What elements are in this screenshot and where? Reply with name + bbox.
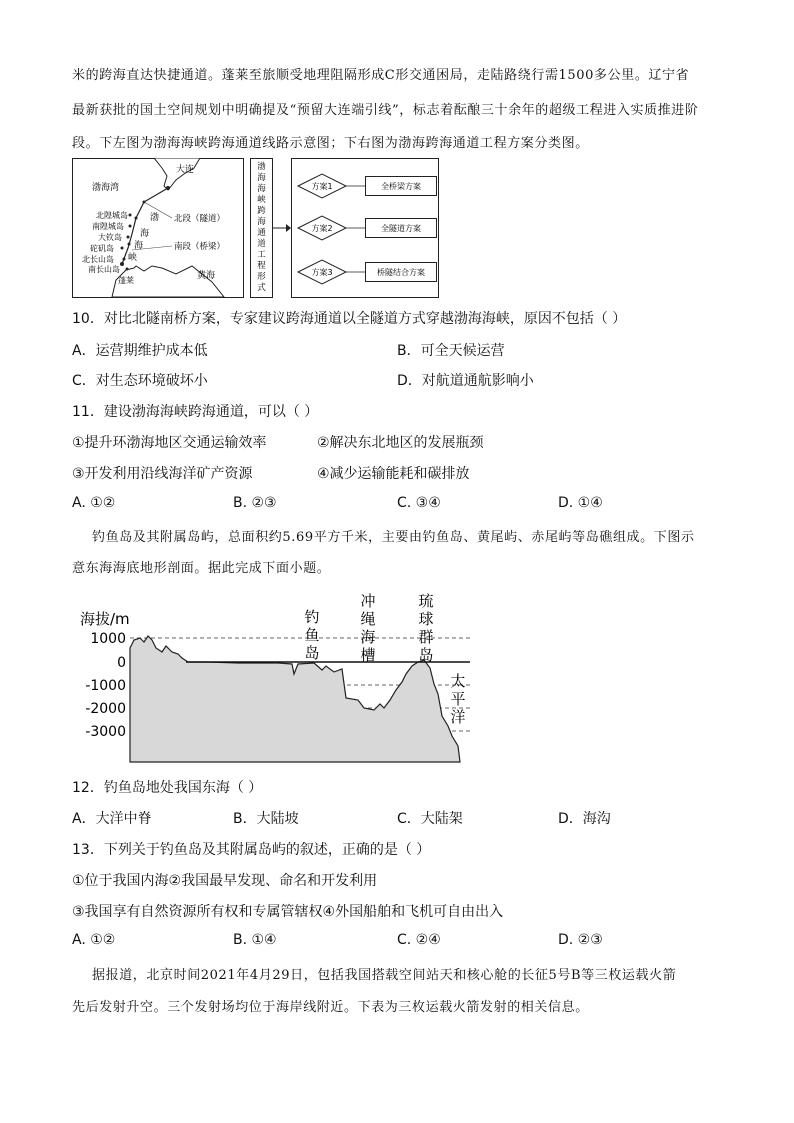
q13-option-c[interactable]: C. ②④: [397, 932, 441, 948]
svg-text:冲: 冲: [360, 592, 376, 610]
label-ryukyu-islands: [418, 592, 433, 664]
q10-stem: 10．对比北隧南桥方案，专家建议跨海通道以全隧道方式穿越渤海海峡，原因不包括（ ）: [72, 311, 627, 327]
svg-text:岛: 岛: [418, 646, 434, 664]
svg-text:太: 太: [450, 672, 466, 690]
intro-line-1: 米的跨海直达快捷通道。蓬莱至旅顺受地理阻隔形成C形交通困局，走陆路绕行需1500多公里。辽宁省: [72, 68, 690, 83]
q13-statements-1-2: ①位于我国内海②我国最早发现、命名和开发利用: [72, 873, 378, 889]
passage3-line-2: 先后发射升空。三个发射场均位于海岸线附近。下表为三枚运载火箭发射的相关信息。: [72, 1000, 589, 1015]
q11-statement-2: ②解决东北地区的发展瓶颈: [317, 435, 484, 451]
svg-text:程: 程: [257, 261, 266, 271]
q13-statements-3-4: ③我国享有自然资源所有权和专属管辖权④外国船舶和飞机可自由出入: [72, 904, 504, 920]
strait-char-1: 渤: [150, 213, 160, 223]
island-label-3: 大钦岛: [98, 233, 122, 242]
island-label-2: 南隍城岛: [92, 222, 124, 231]
passage3-line-1: 据报道，北京时间2021年4月29日，包括我国搭载空间站天和核心舱的长征5号B等三枚运载火箭: [92, 968, 677, 983]
plan-1-label: 方案1: [311, 182, 333, 191]
svg-text:通: 通: [257, 228, 266, 238]
q12-option-b[interactable]: B．大陆坡: [233, 811, 299, 827]
strait-char-4: 峡: [128, 253, 138, 263]
svg-text:平: 平: [450, 690, 466, 708]
q10-option-d[interactable]: D．对航道通航影响小: [397, 373, 534, 389]
svg-text:绳: 绳: [360, 610, 376, 628]
strait-char-3: 海: [134, 241, 144, 251]
svg-text:洋: 洋: [450, 708, 466, 726]
svg-text:球: 球: [418, 610, 434, 628]
q12-option-a[interactable]: A．大洋中脊: [72, 811, 152, 827]
profile-ylabel: 海拔/m: [80, 610, 130, 628]
q12-stem: 12．钓鱼岛地处我国东海（ ）: [72, 780, 263, 796]
svg-text:琉: 琉: [418, 592, 434, 610]
q12-option-d[interactable]: D．海沟: [558, 811, 611, 827]
svg-text:钓: 钓: [304, 608, 320, 626]
svg-text:鱼: 鱼: [304, 626, 320, 644]
map-label-penglai: 蓬莱: [118, 276, 134, 285]
strait-route-map: [72, 158, 244, 298]
ytick-minus-1000: -1000: [85, 678, 126, 694]
island-label-5: 北长山岛: [82, 255, 114, 264]
q11-statement-4: ④减少运输能耗和碳排放: [317, 466, 470, 482]
q13-option-a[interactable]: A. ①②: [72, 932, 116, 948]
scheme-classification-diagram: [248, 158, 440, 298]
plan-1-desc: 全桥梁方案: [381, 182, 421, 191]
svg-text:式: 式: [257, 283, 266, 293]
island-label-1: 北隍城岛: [96, 211, 128, 220]
seabed-profile-chart: [78, 586, 478, 766]
q11-option-a[interactable]: A. ①②: [72, 495, 116, 511]
q12-option-c[interactable]: C．大陆架: [397, 811, 463, 827]
terrain-profile: [130, 636, 460, 762]
q11-option-b[interactable]: B. ②③: [233, 495, 277, 511]
svg-text:岛: 岛: [304, 644, 320, 662]
map-label-south-section: 南段（桥梁）: [174, 242, 226, 252]
q13-option-b[interactable]: B. ①④: [233, 932, 277, 948]
plan-2-desc: 全隧道方案: [381, 224, 421, 233]
label-okinawa-trough: [360, 592, 375, 664]
svg-text:峡: 峡: [257, 195, 266, 205]
strait-char-2: 海: [140, 229, 150, 239]
q11-option-c[interactable]: C. ③④: [397, 495, 441, 511]
passage2-line-1: 钓鱼岛及其附属岛屿，总面积约5.69平方千米，主要由钓鱼岛、黄尾屿、赤尾屿等岛礁组成。下图示: [92, 530, 695, 545]
svg-text:槽: 槽: [360, 646, 376, 664]
svg-text:形: 形: [257, 272, 266, 282]
label-diaoyu: [304, 608, 319, 662]
svg-text:道: 道: [257, 239, 266, 249]
q11-stem: 11．建设渤海海峡跨海通道，可以（ ）: [72, 404, 319, 420]
svg-text:海: 海: [257, 217, 266, 227]
q11-option-d[interactable]: D. ①④: [558, 495, 603, 511]
q10-option-b[interactable]: B．可全天候运营: [397, 343, 505, 359]
label-pacific: [450, 672, 465, 726]
map-label-north-section: 北段（隧道）: [174, 214, 226, 224]
map-label-bohaiwan: 渤海湾: [92, 183, 120, 193]
q13-option-d[interactable]: D. ②③: [558, 932, 603, 948]
svg-text:跨: 跨: [257, 206, 266, 216]
svg-text:工: 工: [257, 250, 266, 260]
svg-text:海: 海: [360, 628, 376, 646]
passage2-line-2: 意东海海底地形剖面。据此完成下面小题。: [72, 561, 331, 576]
map-label-huanghai: 黄海: [197, 271, 216, 281]
q10-option-a[interactable]: A．运营期维护成本低: [72, 343, 208, 359]
plan-2-label: 方案2: [311, 224, 333, 233]
q11-statement-1: ①提升环渤海地区交通运输效率: [72, 435, 267, 451]
ytick-1000: 1000: [90, 631, 126, 647]
island-label-4: 砣矶岛: [90, 244, 114, 253]
ytick-0: 0: [117, 655, 126, 671]
svg-text:渤: 渤: [257, 162, 266, 172]
island-label-6: 南长山岛: [88, 265, 120, 274]
intro-line-3: 段。下左图为渤海海峡跨海通道线路示意图；下右图为渤海跨海通道工程方案分类图。: [72, 136, 589, 151]
q10-option-c[interactable]: C．对生态环境破坏小: [72, 373, 208, 389]
svg-text:群: 群: [418, 628, 434, 646]
q11-statement-3: ③开发利用沿线海洋矿产资源: [72, 466, 253, 482]
map-label-dalian: 大连: [176, 165, 195, 175]
intro-line-2: 最新获批的国土空间规划中明确提及“预留大连端引线”，标志着酝酿三十余年的超级工程进入实质推进阶: [72, 103, 699, 118]
plan-3-desc: 桥隧结合方案: [377, 268, 425, 277]
ytick-minus-3000: -3000: [85, 724, 126, 740]
ytick-minus-2000: -2000: [85, 701, 126, 717]
svg-text:海: 海: [257, 173, 266, 183]
plan-3-label: 方案3: [311, 268, 333, 277]
svg-text:海: 海: [257, 184, 266, 194]
q13-stem: 13．下列关于钓鱼岛及其附属岛屿的叙述，正确的是（ ）: [72, 842, 431, 858]
